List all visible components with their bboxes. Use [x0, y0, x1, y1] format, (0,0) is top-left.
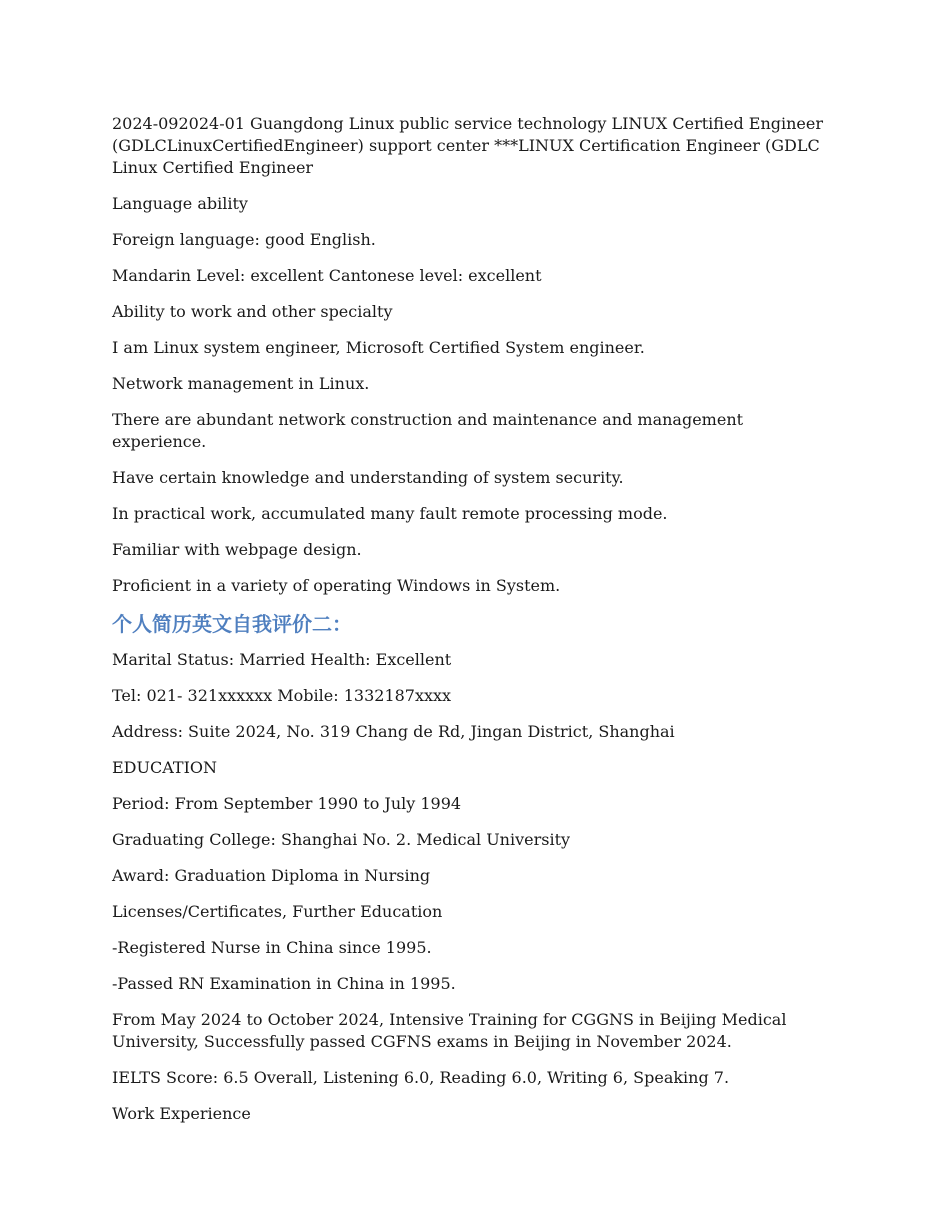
paragraph-marital-status: Marital Status: Married Health: Excellent	[112, 650, 452, 669]
paragraph-rn-examination: -Passed RN Examination in China in 1995.	[112, 974, 456, 993]
paragraph-education: EDUCATION	[112, 758, 218, 777]
paragraph-network-experience: There are abundant network construction and maintenance and management experience.	[112, 410, 744, 451]
paragraph-period: Period: From September 1990 to July 1994	[112, 794, 462, 813]
paragraph-ability-specialty: Ability to work and other specialty	[112, 302, 393, 321]
paragraph-mandarin-level: Mandarin Level: excellent Cantonese level: excellent	[112, 266, 542, 285]
paragraph-registered-nurse: -Registered Nurse in China since 1995.	[112, 938, 432, 957]
paragraph-linux-engineer: I am Linux system engineer, Microsoft Certified System engineer.	[112, 338, 645, 357]
paragraph-network-management: Network management in Linux.	[112, 374, 370, 393]
paragraph-certification: 2024-092024-01 Guangdong Linux public service technology LINUX Certified Engineer (GDLCLinuxCertifiedEngineer) support center ***LINUX Certification Engineer (GDLC Linux Certified Engineer	[112, 114, 823, 177]
paragraph-address: Address: Suite 2024, No. 319 Chang de Rd, Jingan District, Shanghai	[112, 722, 675, 741]
paragraph-award: Award: Graduation Diploma in Nursing	[112, 866, 431, 885]
paragraph-foreign-language: Foreign language: good English.	[112, 230, 376, 249]
paragraph-telephone: Tel: 021- 321xxxxxx Mobile: 1332187xxxx	[112, 686, 452, 705]
document-body	[112, 113, 830, 1139]
paragraph-webpage-design: Familiar with webpage design.	[112, 540, 362, 559]
paragraph-ielts-score: IELTS Score: 6.5 Overall, Listening 6.0, Reading 6.0, Writing 6, Speaking 7.	[112, 1068, 730, 1087]
paragraph-system-security: Have certain knowledge and understanding of system security.	[112, 468, 624, 487]
paragraph-fault-processing: In practical work, accumulated many fault remote processing mode.	[112, 504, 668, 523]
paragraph-work-experience: Work Experience	[112, 1104, 251, 1123]
paragraph-language-ability: Language ability	[112, 194, 248, 213]
paragraph-licenses: Licenses/Certificates, Further Education	[112, 902, 443, 921]
paragraph-windows-proficiency: Proficient in a variety of operating Windows in System.	[112, 576, 561, 595]
paragraph-college: Graduating College: Shanghai No. 2. Medical University	[112, 830, 571, 849]
paragraph-training: From May 2024 to October 2024, Intensive Training for CGGNS in Beijing Medical University, Successfully passed CGFNS exams in Beijing in November 2024.	[112, 1010, 787, 1051]
section-heading: 个人简历英文自我评价二：	[112, 612, 352, 636]
